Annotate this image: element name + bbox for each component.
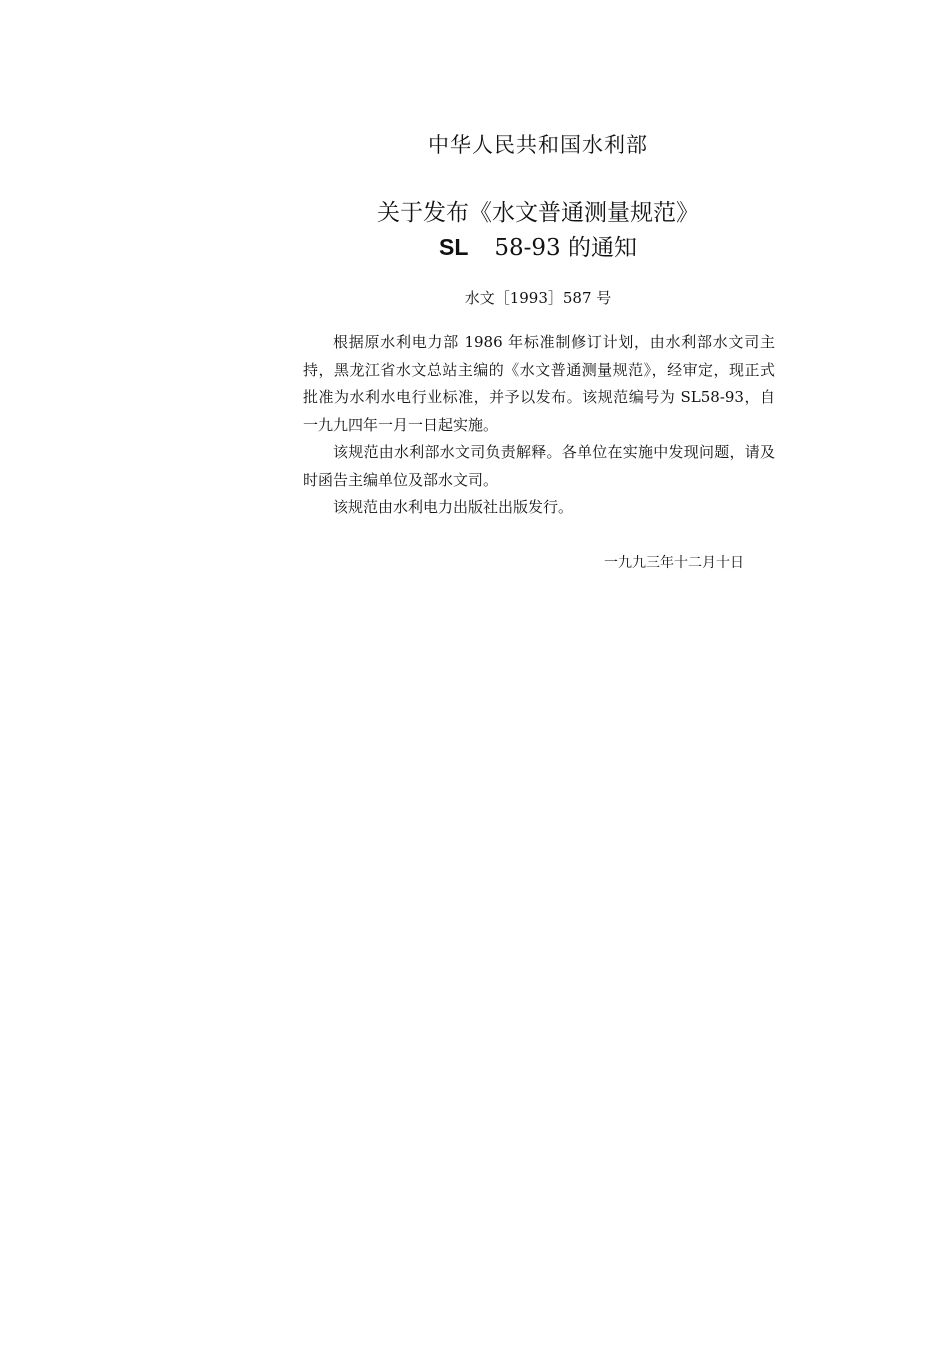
title-line-1: 关于发布《水文普通测量规范》 (377, 200, 699, 226)
issue-date: 一九九三年十二月十日 (604, 555, 744, 571)
document-number: 水文［1993］587 号 (464, 289, 612, 307)
notice-body (303, 329, 775, 522)
title-line-2 (303, 230, 773, 265)
paragraph: 该规范由水利部水文司负责解释。各单位在实施中发现问题，请及时函告主编单位及部水文司。 (303, 443, 775, 489)
standard-code-prefix: SL (438, 234, 469, 260)
paragraph: 根据原水利电力部 1986 年标准制修订计划，由水利部水文司主持，黑龙江省水文总站主编的《水文普通测量规范》，经审定，现正式批准为水利水电行业标准，并予以发布。该规范编号为 SL58-93，自一九九四年一月一日起实施。 (303, 333, 775, 434)
paragraph: 该规范由水利电力出版社出版发行。 (333, 498, 574, 516)
notice-title (303, 196, 773, 265)
title-line-2-rest: 58-93 的通知 (494, 235, 637, 261)
issuing-authority: 中华人民共和国水利部 (428, 133, 648, 157)
